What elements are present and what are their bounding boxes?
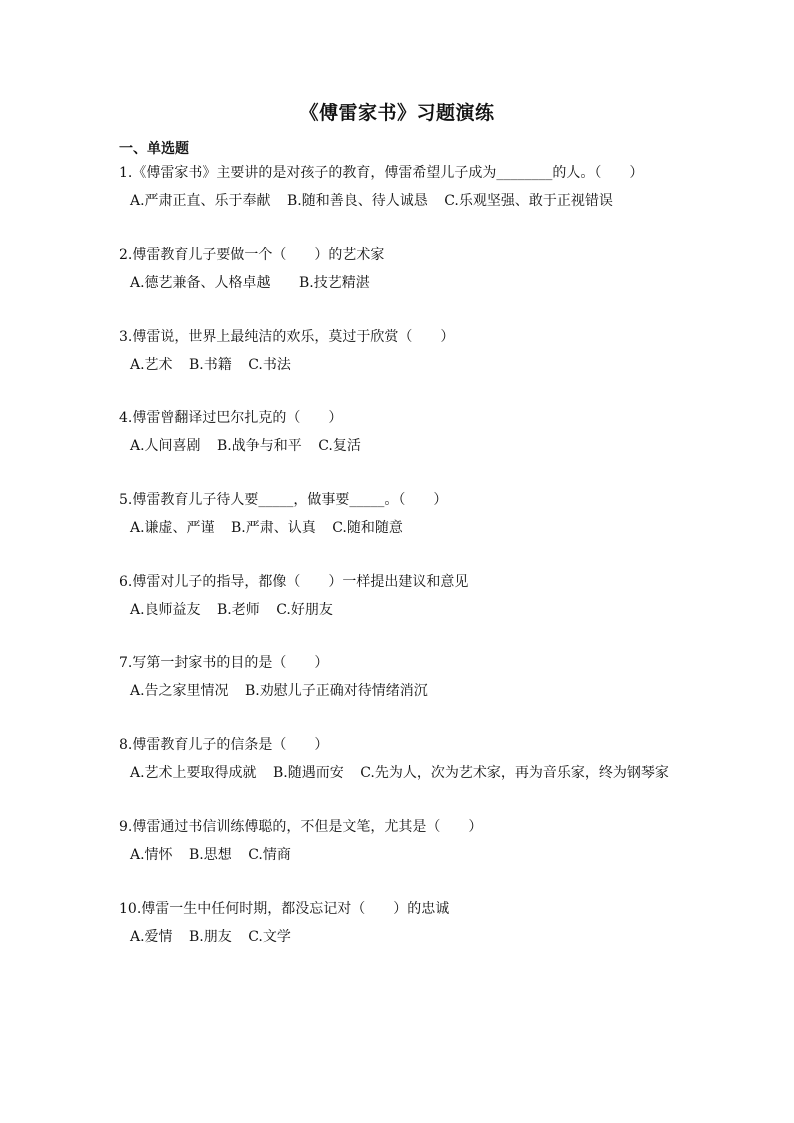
question-stem: 4.傅雷曾翻译过巴尔扎克的（ ） xyxy=(119,410,343,426)
question-stem: 5.傅雷教育儿子待人要_____，做事要_____。（ ） xyxy=(119,492,448,508)
option-a: A.谦虚、严谨 xyxy=(130,520,215,536)
option-c: C.情商 xyxy=(248,847,291,863)
option-b: B.思想 xyxy=(189,847,232,863)
question-options xyxy=(130,846,739,864)
option-c: C.书法 xyxy=(248,357,291,373)
option-b: B.劝慰儿子正确对待情绪消沉 xyxy=(245,683,428,699)
option-c: C.文学 xyxy=(248,929,291,945)
question-options xyxy=(130,519,739,537)
question-stem: 3.傅雷说，世界上最纯洁的欢乐，莫过于欣赏（ ） xyxy=(119,329,455,345)
option-a: A.告之家里情况 xyxy=(130,683,229,699)
question-7 xyxy=(119,654,739,700)
option-c: C.好朋友 xyxy=(276,602,333,618)
question-8 xyxy=(119,736,739,782)
option-a: A.情怀 xyxy=(130,847,173,863)
question-10 xyxy=(119,900,739,946)
option-b: B.随和善良、待人诚恳 xyxy=(287,193,428,209)
question-stem: 6.傅雷对儿子的指导，都像（ ）一样提出建议和意见 xyxy=(119,574,469,590)
question-options xyxy=(130,274,739,292)
question-stem: 10.傅雷一生中任何时期，都没忘记对（ ）的忠诚 xyxy=(119,901,450,917)
option-c: C.随和随意 xyxy=(332,520,403,536)
question-options xyxy=(130,192,739,210)
option-a: A.良师益友 xyxy=(130,602,201,618)
option-c: C.先为人，次为艺术家，再为音乐家，终为钢琴家 xyxy=(360,765,669,781)
question-stem: 1.《傅雷家书》主要讲的是对孩子的教育，傅雷希望儿子成为________的人。（ ） xyxy=(119,165,644,181)
option-b: B.老师 xyxy=(217,602,260,618)
option-a: A.严肃正直、乐于奉献 xyxy=(130,193,271,209)
question-options xyxy=(130,437,739,455)
question-6 xyxy=(119,573,739,619)
option-c: C.乐观坚强、敢于正视错误 xyxy=(444,193,613,209)
option-a: A.德艺兼备、人格卓越 xyxy=(130,275,271,291)
option-b: B.书籍 xyxy=(189,357,232,373)
question-9 xyxy=(119,818,739,864)
question-options xyxy=(130,356,739,374)
question-options xyxy=(130,682,739,700)
question-stem: 8.傅雷教育儿子的信条是（ ） xyxy=(119,737,329,753)
question-options xyxy=(130,764,739,782)
option-c: C.复活 xyxy=(318,438,361,454)
question-stem: 7.写第一封家书的目的是（ ） xyxy=(119,655,329,671)
option-b: B.随遇而安 xyxy=(273,765,344,781)
question-4 xyxy=(119,409,739,455)
section-heading: 一、单选题 xyxy=(119,141,189,157)
option-b: B.技艺精湛 xyxy=(299,275,370,291)
question-3 xyxy=(119,328,739,374)
question-options xyxy=(130,928,739,946)
question-stem: 9.傅雷通过书信训练傅聪的，不但是文笔，尤其是（ ） xyxy=(119,819,483,835)
option-a: A.艺术上要取得成就 xyxy=(130,765,257,781)
option-b: B.严肃、认真 xyxy=(231,520,316,536)
question-5 xyxy=(119,491,739,537)
option-a: A.人间喜剧 xyxy=(130,438,201,454)
option-b: B.朋友 xyxy=(189,929,232,945)
option-a: A.爱情 xyxy=(130,929,173,945)
question-2 xyxy=(119,246,739,292)
document-title: 《傅雷家书》习题演练 xyxy=(299,102,495,124)
option-b: B.战争与和平 xyxy=(217,438,302,454)
question-1 xyxy=(119,164,739,210)
question-stem: 2.傅雷教育儿子要做一个（ ）的艺术家 xyxy=(119,247,385,263)
option-a: A.艺术 xyxy=(130,357,173,373)
question-options xyxy=(130,601,739,619)
